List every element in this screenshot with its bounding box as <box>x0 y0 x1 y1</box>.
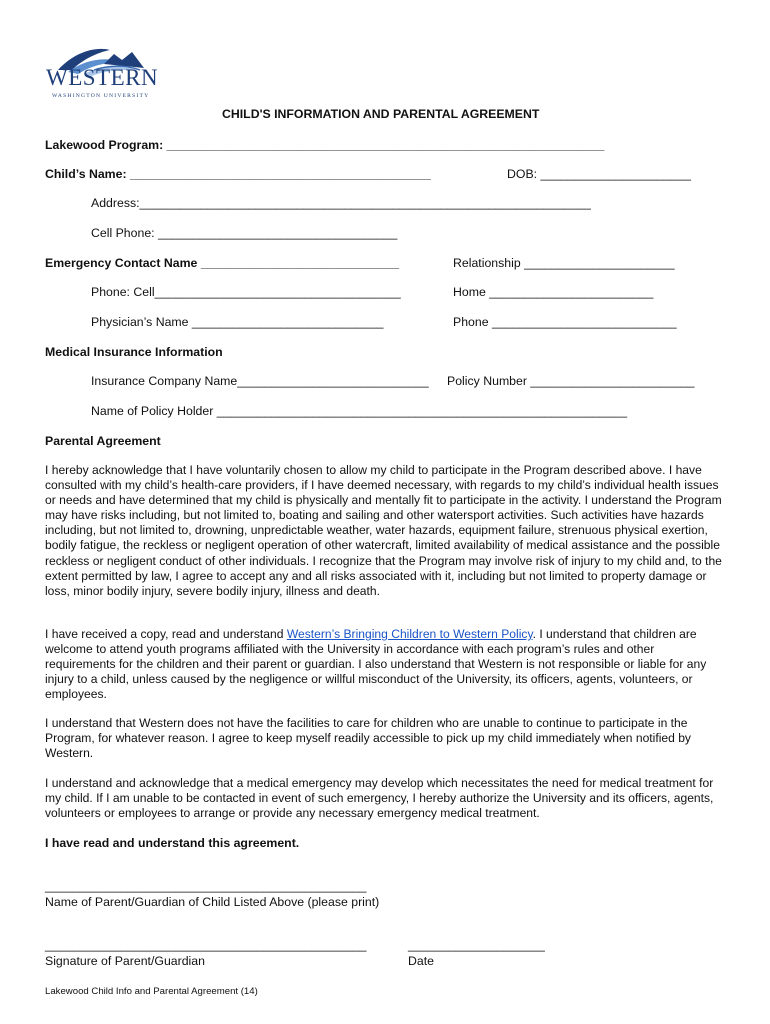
physician-name-field: Physician’s Name ____________________________ <box>91 315 384 329</box>
page-title: CHILD'S INFORMATION AND PARENTAL AGREEMENT <box>222 107 540 121</box>
insurance-company-field: Insurance Company Name____________________________ <box>91 374 429 388</box>
page-footer: Lakewood Child Info and Parental Agreement (14) <box>45 986 258 997</box>
paragraph-2-body: . I understand that children are welcome to attend youth programs affiliated with the University in accordance with each program’s rules and other requirements for the children and their parent or guardian. I also understand that Western is not responsible or liable for any injury to a child, unless caused by the negligence or willful misconduct of the University, its officers, agents, volunteers, or employees. <box>45 627 707 702</box>
home-phone-field: Home ________________________ <box>453 285 654 299</box>
dob-field: DOB: ______________________ <box>507 167 691 181</box>
date-label: Date <box>408 954 434 968</box>
date-line: ____________________ <box>408 938 545 952</box>
parental-agreement-heading: Parental Agreement <box>45 434 161 448</box>
paragraph-2-intro: I have received a copy, read and understand <box>45 627 287 641</box>
phone-cell-field: Phone: Cell____________________________________ <box>91 285 401 299</box>
logo-wordmark: WESTERN <box>46 65 159 90</box>
relationship-field: Relationship ______________________ <box>453 256 675 270</box>
lakewood-program-field: Lakewood Program: ________________________________________________________________ <box>45 138 605 152</box>
childs-name-field: Child’s Name: ____________________________________________ <box>45 167 431 181</box>
policy-link[interactable]: Western’s Bringing Children to Western Policy <box>286 627 533 641</box>
signature-line: _______________________________________________ <box>45 938 367 952</box>
address-field: Address:__________________________________________________________________ <box>91 196 591 210</box>
policy-number-field: Policy Number ________________________ <box>447 374 695 388</box>
medical-insurance-heading: Medical Insurance Information <box>45 345 223 359</box>
agreement-paragraph-1: I hereby acknowledge that I have voluntarily chosen to allow my child to participate in the Program described above. I have consulted with my child’s health-care providers, if I have deemed necessary, with regards to my child’s individual health issues or needs and have determined that my child is physically and mentally fit to participate in the activity. I understand the Program may have risks including, but not limited to, boating and sailing and other watersport activities. Such activities have hazards including, but not limited to, drowning, unpredictable weather, water hazards, equipment failure, strenuous physical exertion, bodily fatigue, the reckless or negligent operation of other watercraft, limited availability of medical assistance and the possible reckless or negligent conduct of other individuals. I recognize that the Program may involve risk of injury to my child and, to the extent permitted by law, I agree to accept any and all risks associated with it, including but not limited to property damage or loss, minor bodily injury, severe bodily injury, illness and death. <box>45 463 722 598</box>
parent-name-label: Name of Parent/Guardian of Child Listed Above (please print) <box>45 895 380 909</box>
emergency-contact-field: Emergency Contact Name _____________________________ <box>45 256 400 270</box>
agreement-paragraph-4: I understand and acknowledge that a medical emergency may develop which necessitates the need for medical treatment for my child. If I am unable to be contacted in event of such emergency, I hereby authorize the University and its officers, agents, volunteers or employees to arrange or provide any necessary emergency medical treatment. <box>45 776 714 821</box>
western-logo <box>44 40 164 106</box>
parent-name-line: _______________________________________________ <box>45 879 367 893</box>
signature-label: Signature of Parent/Guardian <box>45 954 205 968</box>
agreement-confirmation: I have read and understand this agreement. <box>45 836 300 850</box>
policy-holder-field: Name of Policy Holder ____________________________________________________________ <box>91 404 628 418</box>
agreement-paragraph-3: I understand that Western does not have the facilities to care for children who are unable to continue to participate in the Program, for whatever reason. I agree to keep myself readily accessible to pick up my child immediately when notified by Western. <box>45 716 691 761</box>
cell-phone-field: Cell Phone: ___________________________________ <box>91 226 398 240</box>
physician-phone-field: Phone ___________________________ <box>453 315 677 329</box>
agreement-paragraph-2 <box>45 627 725 702</box>
logo-subtitle: WASHINGTON UNIVERSITY <box>52 93 150 99</box>
